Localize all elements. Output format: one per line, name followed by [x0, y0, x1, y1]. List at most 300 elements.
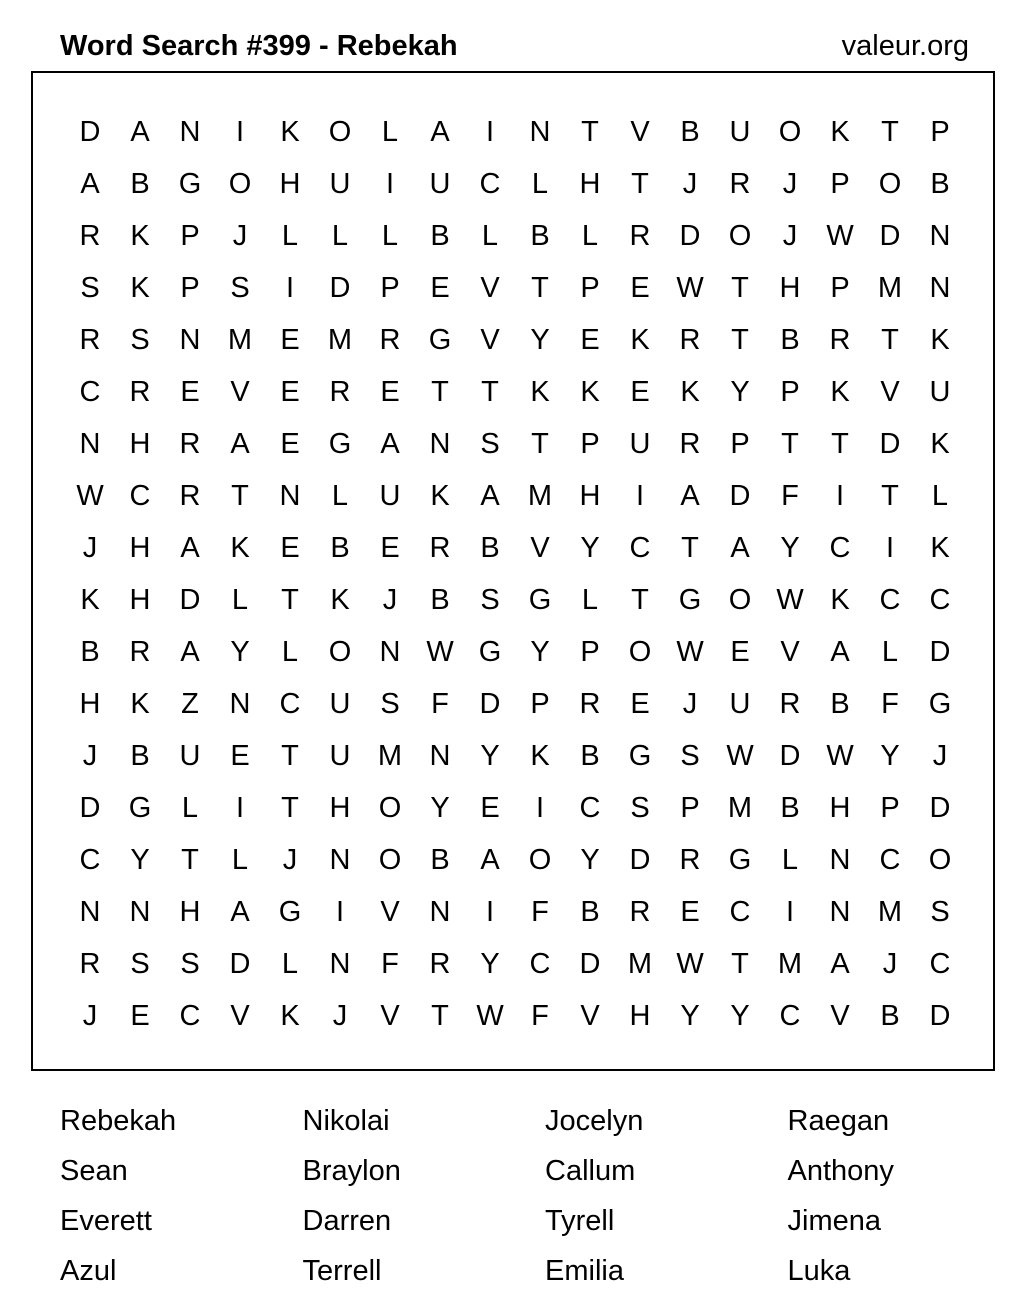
grid-letter[interactable]: E — [630, 687, 650, 720]
grid-letter[interactable]: O — [628, 635, 652, 668]
grid-letter[interactable]: N — [179, 115, 201, 148]
grid-letter[interactable]: C — [79, 843, 101, 876]
grid-letter[interactable]: K — [930, 323, 950, 356]
grid-letter[interactable]: P — [530, 687, 550, 720]
grid-letter[interactable]: M — [877, 895, 903, 928]
grid-letter[interactable]: V — [380, 999, 400, 1032]
grid-letter[interactable]: W — [476, 999, 504, 1032]
grid-letter[interactable]: H — [779, 271, 801, 304]
grid-letter[interactable]: D — [479, 687, 501, 720]
grid-letter[interactable]: K — [130, 687, 150, 720]
grid-letter[interactable]: K — [580, 375, 600, 408]
grid-letter[interactable]: C — [579, 791, 601, 824]
grid-letter[interactable]: G — [928, 687, 952, 720]
grid-letter[interactable]: G — [128, 791, 152, 824]
grid-letter[interactable]: V — [830, 999, 850, 1032]
grid-letter[interactable]: H — [579, 479, 601, 512]
grid-letter[interactable]: D — [679, 219, 701, 252]
grid-letter[interactable]: A — [130, 115, 150, 148]
grid-letter[interactable]: E — [280, 323, 300, 356]
grid-letter[interactable]: L — [381, 219, 399, 252]
grid-letter[interactable]: A — [80, 167, 100, 200]
grid-letter[interactable]: T — [431, 999, 449, 1032]
grid-letter[interactable]: C — [479, 167, 501, 200]
grid-letter[interactable]: L — [231, 583, 249, 616]
grid-letter[interactable]: T — [431, 375, 449, 408]
grid-letter[interactable]: A — [680, 479, 700, 512]
grid-letter[interactable]: T — [281, 739, 299, 772]
grid-letter[interactable]: T — [881, 323, 899, 356]
grid-letter[interactable]: K — [630, 323, 650, 356]
grid-letter[interactable]: G — [178, 167, 202, 200]
grid-letter[interactable]: N — [429, 427, 451, 460]
grid-letter[interactable]: W — [676, 947, 704, 980]
grid-letter[interactable]: E — [580, 323, 600, 356]
grid-letter[interactable]: U — [729, 687, 751, 720]
grid-letter[interactable]: S — [480, 427, 500, 460]
grid-letter[interactable]: B — [930, 167, 950, 200]
grid-letter[interactable]: P — [580, 427, 600, 460]
grid-letter[interactable]: B — [580, 895, 600, 928]
grid-letter[interactable]: R — [729, 167, 751, 200]
grid-letter[interactable]: R — [679, 843, 701, 876]
grid-letter[interactable]: E — [280, 427, 300, 460]
grid-letter[interactable]: M — [627, 947, 653, 980]
grid-letter[interactable]: U — [929, 375, 951, 408]
grid-letter[interactable]: R — [679, 427, 701, 460]
grid-letter[interactable]: R — [379, 323, 401, 356]
grid-letter[interactable]: L — [181, 791, 199, 824]
grid-letter[interactable]: S — [480, 583, 500, 616]
grid-letter[interactable]: O — [728, 219, 752, 252]
grid-letter[interactable]: I — [785, 895, 795, 928]
grid-letter[interactable]: E — [380, 531, 400, 564]
grid-letter[interactable]: J — [82, 531, 98, 564]
grid-letter[interactable]: H — [129, 427, 151, 460]
grid-letter[interactable]: R — [779, 687, 801, 720]
grid-letter[interactable]: C — [729, 895, 751, 928]
grid-letter[interactable]: K — [530, 375, 550, 408]
grid-letter[interactable]: P — [380, 271, 400, 304]
grid-letter[interactable]: N — [79, 895, 101, 928]
grid-letter[interactable]: L — [581, 219, 599, 252]
grid-letter[interactable]: Y — [480, 739, 500, 772]
grid-letter[interactable]: O — [778, 115, 802, 148]
grid-letter[interactable]: N — [529, 115, 551, 148]
grid-letter[interactable]: Y — [580, 531, 600, 564]
grid-letter[interactable]: E — [630, 271, 650, 304]
grid-letter[interactable]: P — [180, 271, 200, 304]
grid-letter[interactable]: C — [629, 531, 651, 564]
grid-letter[interactable]: Y — [730, 999, 750, 1032]
grid-letter[interactable]: N — [829, 895, 851, 928]
grid-letter[interactable]: N — [179, 323, 201, 356]
grid-letter[interactable]: W — [726, 739, 754, 772]
grid-letter[interactable]: A — [180, 531, 200, 564]
grid-letter[interactable]: E — [130, 999, 150, 1032]
grid-letter[interactable]: O — [328, 115, 352, 148]
grid-letter[interactable]: Z — [181, 687, 199, 720]
grid-letter[interactable]: R — [79, 947, 101, 980]
grid-letter[interactable]: B — [830, 687, 850, 720]
grid-letter[interactable]: Y — [730, 375, 750, 408]
grid-letter[interactable]: M — [777, 947, 803, 980]
grid-letter[interactable]: K — [430, 479, 450, 512]
grid-letter[interactable]: J — [332, 999, 348, 1032]
grid-letter[interactable]: J — [932, 739, 948, 772]
grid-letter[interactable]: E — [230, 739, 250, 772]
grid-letter[interactable]: D — [879, 219, 901, 252]
grid-letter[interactable]: J — [82, 999, 98, 1032]
grid-letter[interactable]: T — [481, 375, 499, 408]
grid-letter[interactable]: R — [79, 323, 101, 356]
grid-letter[interactable]: J — [682, 167, 698, 200]
grid-letter[interactable]: K — [530, 739, 550, 772]
grid-letter[interactable]: I — [835, 479, 845, 512]
grid-letter[interactable]: D — [929, 791, 951, 824]
grid-letter[interactable]: N — [329, 947, 351, 980]
grid-letter[interactable]: C — [829, 531, 851, 564]
grid-letter[interactable]: N — [829, 843, 851, 876]
grid-letter[interactable]: T — [281, 583, 299, 616]
grid-letter[interactable]: D — [79, 115, 101, 148]
grid-letter[interactable]: D — [929, 635, 951, 668]
grid-letter[interactable]: A — [480, 843, 500, 876]
grid-letter[interactable]: B — [880, 999, 900, 1032]
grid-letter[interactable]: L — [331, 219, 349, 252]
grid-letter[interactable]: K — [130, 219, 150, 252]
grid-letter[interactable]: V — [530, 531, 550, 564]
grid-letter[interactable]: D — [579, 947, 601, 980]
grid-letter[interactable]: W — [76, 479, 104, 512]
grid-letter[interactable]: P — [880, 791, 900, 824]
grid-letter[interactable]: E — [480, 791, 500, 824]
grid-letter[interactable]: M — [727, 791, 753, 824]
grid-letter[interactable]: N — [379, 635, 401, 668]
grid-letter[interactable]: T — [581, 115, 599, 148]
grid-letter[interactable]: A — [230, 895, 250, 928]
grid-letter[interactable]: K — [130, 271, 150, 304]
grid-letter[interactable]: A — [480, 479, 500, 512]
grid-letter[interactable]: T — [281, 791, 299, 824]
grid-letter[interactable]: T — [531, 271, 549, 304]
grid-letter[interactable]: O — [928, 843, 952, 876]
grid-letter[interactable]: M — [877, 271, 903, 304]
grid-letter[interactable]: C — [929, 583, 951, 616]
grid-letter[interactable]: D — [879, 427, 901, 460]
grid-letter[interactable]: O — [528, 843, 552, 876]
grid-letter[interactable]: B — [430, 219, 450, 252]
grid-letter[interactable]: E — [730, 635, 750, 668]
grid-letter[interactable]: N — [329, 843, 351, 876]
grid-letter[interactable]: E — [380, 375, 400, 408]
grid-letter[interactable]: F — [431, 687, 449, 720]
grid-letter[interactable]: P — [580, 635, 600, 668]
grid-letter[interactable]: S — [930, 895, 950, 928]
grid-letter[interactable]: O — [878, 167, 902, 200]
grid-letter[interactable]: G — [428, 323, 452, 356]
grid-letter[interactable]: H — [329, 791, 351, 824]
grid-letter[interactable]: D — [79, 791, 101, 824]
grid-letter[interactable]: T — [631, 583, 649, 616]
grid-letter[interactable]: S — [130, 947, 150, 980]
grid-letter[interactable]: V — [480, 271, 500, 304]
grid-letter[interactable]: I — [885, 531, 895, 564]
grid-letter[interactable]: Y — [230, 635, 250, 668]
grid-letter[interactable]: M — [227, 323, 253, 356]
grid-letter[interactable]: D — [729, 479, 751, 512]
grid-letter[interactable]: E — [280, 375, 300, 408]
grid-letter[interactable]: H — [829, 791, 851, 824]
grid-letter[interactable]: K — [280, 999, 300, 1032]
grid-letter[interactable]: T — [731, 323, 749, 356]
grid-letter[interactable]: V — [380, 895, 400, 928]
grid-letter[interactable]: R — [679, 323, 701, 356]
grid-letter[interactable]: R — [329, 375, 351, 408]
grid-letter[interactable]: T — [881, 479, 899, 512]
grid-letter[interactable]: U — [429, 167, 451, 200]
grid-letter[interactable]: R — [429, 531, 451, 564]
grid-letter[interactable]: A — [730, 531, 750, 564]
grid-letter[interactable]: V — [230, 375, 250, 408]
grid-letter[interactable]: G — [328, 427, 352, 460]
grid-letter[interactable]: R — [829, 323, 851, 356]
grid-letter[interactable]: B — [430, 583, 450, 616]
grid-letter[interactable]: T — [781, 427, 799, 460]
grid-letter[interactable]: O — [328, 635, 352, 668]
grid-letter[interactable]: L — [281, 219, 299, 252]
grid-letter[interactable]: N — [79, 427, 101, 460]
grid-letter[interactable]: U — [629, 427, 651, 460]
grid-letter[interactable]: N — [129, 895, 151, 928]
grid-letter[interactable]: T — [531, 427, 549, 460]
grid-letter[interactable]: C — [179, 999, 201, 1032]
grid-letter[interactable]: L — [931, 479, 949, 512]
grid-letter[interactable]: S — [180, 947, 200, 980]
grid-letter[interactable]: V — [630, 115, 650, 148]
grid-letter[interactable]: Y — [880, 739, 900, 772]
grid-letter[interactable]: Y — [530, 323, 550, 356]
grid-letter[interactable]: A — [380, 427, 400, 460]
grid-letter[interactable]: S — [80, 271, 100, 304]
grid-letter[interactable]: Y — [780, 531, 800, 564]
grid-letter[interactable]: U — [379, 479, 401, 512]
grid-letter[interactable]: H — [79, 687, 101, 720]
grid-letter[interactable]: V — [580, 999, 600, 1032]
grid-letter[interactable]: K — [330, 583, 350, 616]
grid-letter[interactable]: H — [279, 167, 301, 200]
grid-letter[interactable]: J — [282, 843, 298, 876]
grid-letter[interactable]: P — [930, 115, 950, 148]
grid-letter[interactable]: R — [579, 687, 601, 720]
grid-letter[interactable]: Y — [580, 843, 600, 876]
grid-letter[interactable]: F — [881, 687, 899, 720]
grid-letter[interactable]: I — [235, 791, 245, 824]
grid-letter[interactable]: B — [480, 531, 500, 564]
grid-letter[interactable]: Y — [530, 635, 550, 668]
grid-letter[interactable]: D — [629, 843, 651, 876]
grid-letter[interactable]: K — [830, 115, 850, 148]
grid-letter[interactable]: U — [329, 687, 351, 720]
grid-letter[interactable]: P — [180, 219, 200, 252]
grid-letter[interactable]: O — [728, 583, 752, 616]
grid-letter[interactable]: T — [731, 947, 749, 980]
grid-letter[interactable]: H — [129, 583, 151, 616]
grid-letter[interactable]: B — [780, 323, 800, 356]
grid-letter[interactable]: D — [179, 583, 201, 616]
grid-letter[interactable]: J — [82, 739, 98, 772]
grid-letter[interactable]: C — [929, 947, 951, 980]
grid-letter[interactable]: H — [129, 531, 151, 564]
grid-letter[interactable]: J — [232, 219, 248, 252]
grid-letter[interactable]: V — [880, 375, 900, 408]
grid-letter[interactable]: E — [630, 375, 650, 408]
grid-letter[interactable]: J — [782, 167, 798, 200]
grid-letter[interactable]: L — [581, 583, 599, 616]
grid-letter[interactable]: G — [528, 583, 552, 616]
grid-letter[interactable]: L — [381, 115, 399, 148]
grid-letter[interactable]: A — [180, 635, 200, 668]
grid-letter[interactable]: K — [680, 375, 700, 408]
grid-letter[interactable]: S — [630, 791, 650, 824]
grid-letter[interactable]: J — [782, 219, 798, 252]
grid-letter[interactable]: D — [329, 271, 351, 304]
grid-letter[interactable]: S — [680, 739, 700, 772]
grid-letter[interactable]: U — [329, 739, 351, 772]
grid-letter[interactable]: P — [830, 167, 850, 200]
grid-letter[interactable]: P — [780, 375, 800, 408]
grid-letter[interactable]: S — [380, 687, 400, 720]
grid-letter[interactable]: K — [230, 531, 250, 564]
grid-letter[interactable]: E — [680, 895, 700, 928]
grid-letter[interactable]: A — [230, 427, 250, 460]
grid-letter[interactable]: L — [531, 167, 549, 200]
grid-letter[interactable]: H — [179, 895, 201, 928]
grid-letter[interactable]: C — [279, 687, 301, 720]
grid-letter[interactable]: W — [826, 739, 854, 772]
grid-letter[interactable]: L — [781, 843, 799, 876]
grid-letter[interactable]: I — [385, 167, 395, 200]
grid-letter[interactable]: K — [930, 427, 950, 460]
grid-letter[interactable]: N — [929, 271, 951, 304]
grid-letter[interactable]: L — [231, 843, 249, 876]
grid-letter[interactable]: T — [731, 271, 749, 304]
grid-letter[interactable]: C — [79, 375, 101, 408]
grid-letter[interactable]: K — [830, 375, 850, 408]
grid-letter[interactable]: I — [485, 895, 495, 928]
grid-letter[interactable]: G — [678, 583, 702, 616]
grid-letter[interactable]: L — [481, 219, 499, 252]
grid-letter[interactable]: I — [335, 895, 345, 928]
grid-letter[interactable]: B — [130, 739, 150, 772]
grid-letter[interactable]: M — [377, 739, 403, 772]
grid-letter[interactable]: S — [230, 271, 250, 304]
grid-letter[interactable]: I — [535, 791, 545, 824]
grid-letter[interactable]: M — [527, 479, 553, 512]
grid-letter[interactable]: A — [430, 115, 450, 148]
grid-letter[interactable]: E — [280, 531, 300, 564]
grid-letter[interactable]: Y — [680, 999, 700, 1032]
grid-letter[interactable]: C — [879, 583, 901, 616]
grid-letter[interactable]: G — [728, 843, 752, 876]
grid-letter[interactable]: Y — [130, 843, 150, 876]
grid-letter[interactable]: Y — [480, 947, 500, 980]
grid-letter[interactable]: W — [676, 635, 704, 668]
grid-letter[interactable]: T — [631, 167, 649, 200]
grid-letter[interactable]: O — [228, 167, 252, 200]
grid-letter[interactable]: J — [682, 687, 698, 720]
grid-letter[interactable]: D — [929, 999, 951, 1032]
grid-letter[interactable]: A — [830, 635, 850, 668]
grid-letter[interactable]: U — [329, 167, 351, 200]
grid-letter[interactable]: J — [882, 947, 898, 980]
grid-letter[interactable]: W — [676, 271, 704, 304]
grid-letter[interactable]: G — [478, 635, 502, 668]
grid-letter[interactable]: D — [229, 947, 251, 980]
grid-letter[interactable]: F — [381, 947, 399, 980]
grid-letter[interactable]: Y — [430, 791, 450, 824]
grid-letter[interactable]: I — [635, 479, 645, 512]
grid-letter[interactable]: H — [579, 167, 601, 200]
grid-letter[interactable]: B — [130, 167, 150, 200]
grid-letter[interactable]: K — [280, 115, 300, 148]
grid-letter[interactable]: L — [281, 947, 299, 980]
grid-letter[interactable]: R — [79, 219, 101, 252]
grid-letter[interactable]: B — [80, 635, 100, 668]
grid-letter[interactable]: N — [229, 687, 251, 720]
grid-letter[interactable]: F — [531, 999, 549, 1032]
grid-letter[interactable]: C — [529, 947, 551, 980]
grid-letter[interactable]: C — [779, 999, 801, 1032]
grid-letter[interactable]: G — [628, 739, 652, 772]
grid-letter[interactable]: L — [281, 635, 299, 668]
grid-letter[interactable]: T — [881, 115, 899, 148]
grid-letter[interactable]: P — [580, 271, 600, 304]
grid-letter[interactable]: L — [331, 479, 349, 512]
grid-letter[interactable]: R — [179, 427, 201, 460]
grid-letter[interactable]: M — [327, 323, 353, 356]
grid-letter[interactable]: E — [180, 375, 200, 408]
grid-letter[interactable]: B — [430, 843, 450, 876]
grid-letter[interactable]: C — [129, 479, 151, 512]
grid-letter[interactable]: I — [485, 115, 495, 148]
grid-letter[interactable]: T — [181, 843, 199, 876]
grid-letter[interactable]: P — [830, 271, 850, 304]
grid-letter[interactable]: R — [129, 375, 151, 408]
grid-letter[interactable]: R — [179, 479, 201, 512]
grid-letter[interactable]: V — [230, 999, 250, 1032]
grid-letter[interactable]: B — [580, 739, 600, 772]
grid-letter[interactable]: G — [278, 895, 302, 928]
grid-letter[interactable]: P — [730, 427, 750, 460]
grid-letter[interactable]: N — [429, 739, 451, 772]
grid-letter[interactable]: T — [831, 427, 849, 460]
grid-letter[interactable]: O — [378, 791, 402, 824]
grid-letter[interactable]: N — [929, 219, 951, 252]
grid-letter[interactable]: W — [826, 219, 854, 252]
grid-letter[interactable]: R — [129, 635, 151, 668]
grid-letter[interactable]: T — [231, 479, 249, 512]
grid-letter[interactable]: K — [930, 531, 950, 564]
grid-letter[interactable]: I — [285, 271, 295, 304]
grid-letter[interactable]: R — [429, 947, 451, 980]
grid-letter[interactable]: H — [629, 999, 651, 1032]
grid-letter[interactable]: B — [680, 115, 700, 148]
grid-letter[interactable]: I — [235, 115, 245, 148]
grid-letter[interactable]: P — [680, 791, 700, 824]
grid-letter[interactable]: A — [830, 947, 850, 980]
grid-letter[interactable]: E — [430, 271, 450, 304]
